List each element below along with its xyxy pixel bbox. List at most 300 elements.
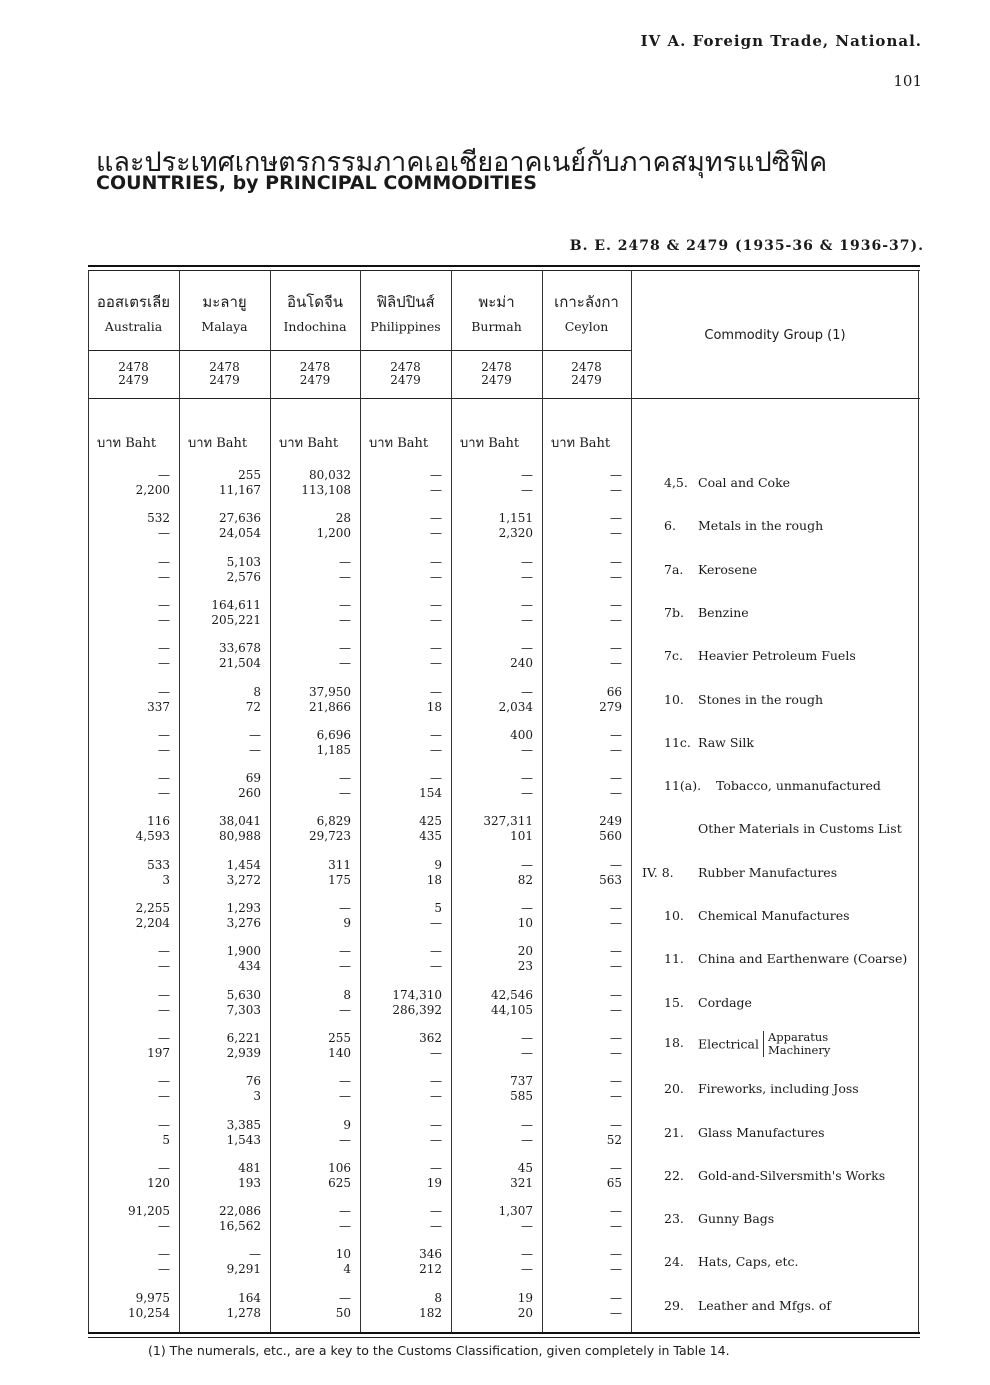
- table-cell: —: [158, 786, 170, 801]
- table-cell: 3,276: [226, 916, 261, 930]
- table-cell: 22,086: [219, 1204, 261, 1219]
- table-cell: —: [610, 511, 622, 526]
- commodity-code: 23.: [664, 1211, 684, 1227]
- table-cell: 6,221: [226, 1030, 261, 1045]
- table-cell: 533: [147, 857, 170, 872]
- table-cell: 10: [517, 916, 533, 930]
- table-cell: 6,696: [316, 727, 351, 742]
- table-cell: 113,108: [301, 483, 351, 497]
- table-cell: 4,593: [135, 829, 170, 844]
- table-cell: 182: [419, 1305, 442, 1320]
- table-cell: —: [430, 526, 442, 541]
- table-cell: 327,311: [483, 814, 533, 829]
- table-cell: —: [158, 684, 170, 699]
- table-cell: 8: [253, 684, 261, 699]
- table-cell: 1,454: [226, 857, 261, 872]
- table-cell: —: [158, 742, 170, 757]
- table-cell: 400: [510, 727, 533, 742]
- table-cell: —: [430, 656, 442, 671]
- table-cell: 1,293: [226, 901, 261, 915]
- commodity-name: Hats, Caps, etc.: [698, 1254, 799, 1270]
- col-indochina-en: Indochina: [283, 319, 347, 334]
- table-cell: —: [339, 1089, 351, 1104]
- table-cell: 80,032: [309, 468, 351, 482]
- table-cell: 19: [426, 1175, 442, 1190]
- table-cell: 3,385: [226, 1117, 261, 1132]
- table-cell: 2,204: [135, 916, 170, 930]
- table-cell: —: [158, 468, 170, 482]
- commodity-code: 22.: [664, 1167, 684, 1183]
- table-cell: —: [610, 1305, 622, 1320]
- commodity-label: [664, 562, 757, 577]
- table-cell: 321: [510, 1175, 533, 1190]
- table-cell: —: [610, 483, 622, 497]
- commodity-code: 21.: [664, 1124, 684, 1140]
- year-2478: 2478: [299, 360, 331, 374]
- table-cell: —: [339, 554, 351, 569]
- table-cell: —: [521, 786, 533, 801]
- commodity-name: Metals in the rough: [698, 518, 824, 534]
- table-cell: 1,543: [226, 1132, 261, 1147]
- unit-label: บาท Baht: [369, 436, 429, 451]
- table-cell: —: [610, 727, 622, 742]
- table-cell: —: [339, 1002, 351, 1017]
- col-divider: [631, 270, 632, 1332]
- table-cell: —: [610, 786, 622, 801]
- year-labels: [179, 361, 270, 387]
- table-cell: —: [610, 656, 622, 671]
- commodity-code: 20.: [664, 1081, 684, 1097]
- title-thai: และประเทศเกษตรกรรมภาคเอเชียอาคเนย์กับภาคสมุทรแปซิฟิค: [96, 147, 828, 178]
- commodity-name: Leather and Mfgs. of: [698, 1297, 831, 1313]
- unit-label: บาท Baht: [279, 436, 339, 451]
- table-cell: 563: [599, 872, 622, 887]
- table-cell: —: [158, 612, 170, 627]
- table-cell: —: [610, 771, 622, 786]
- table-cell: —: [158, 959, 170, 974]
- table-cell: —: [430, 1117, 442, 1132]
- table-cell: —: [430, 554, 442, 569]
- table-cell: 337: [147, 699, 170, 714]
- table-cell: 9: [434, 857, 442, 872]
- table-cell: 2,939: [226, 1045, 261, 1060]
- commodity-name: Other Materials in Customs List: [698, 821, 902, 837]
- table-cell: 8: [343, 987, 351, 1002]
- table-cell: —: [430, 597, 442, 612]
- table-cell: —: [610, 1204, 622, 1219]
- page-number: 101: [893, 72, 922, 90]
- col-burmah-en: Burmah: [471, 319, 522, 334]
- table-cell: 52: [606, 1132, 622, 1147]
- table-cell: 434: [238, 959, 261, 974]
- commodity-label: [664, 1031, 830, 1057]
- table-cell: 23: [517, 959, 533, 974]
- table-cell: 29,723: [309, 829, 351, 844]
- table-cell: —: [521, 612, 533, 627]
- table-cell: —: [521, 1117, 533, 1132]
- table-cell: 425: [419, 814, 442, 829]
- table-cell: 27,636: [219, 511, 261, 526]
- table-cell: —: [521, 684, 533, 699]
- table-cell: 101: [510, 829, 533, 844]
- unit-label: บาท Baht: [460, 436, 520, 451]
- table-cell: 737: [510, 1074, 533, 1089]
- col-divider: [451, 270, 452, 1332]
- year-2479: 2479: [299, 373, 331, 387]
- table-cell: —: [249, 1247, 261, 1262]
- table-cell: 9,975: [135, 1290, 170, 1305]
- table-cell: 9: [343, 916, 351, 930]
- table-cell: 72: [245, 699, 261, 714]
- table-cell: —: [610, 1045, 622, 1060]
- table-cell: —: [339, 656, 351, 671]
- table-cell: —: [610, 597, 622, 612]
- commodity-label: [664, 735, 754, 750]
- table-cell: 4: [343, 1262, 351, 1277]
- year-2478: 2478: [209, 360, 240, 374]
- table-cell: 154: [419, 786, 442, 801]
- table-cell: —: [521, 554, 533, 569]
- year-2478: 2478: [481, 360, 512, 374]
- table-bottom-rule-inner: [88, 1337, 920, 1338]
- table-cell: 65: [606, 1175, 622, 1190]
- table-cell: —: [610, 1117, 622, 1132]
- table-cell: —: [430, 1160, 442, 1175]
- commodity-label: [664, 908, 850, 923]
- commodity-name: Gunny Bags: [698, 1211, 775, 1227]
- table-cell: —: [158, 1160, 170, 1175]
- commodity-code: 18.: [664, 1035, 684, 1051]
- table-cell: —: [610, 1219, 622, 1234]
- commodity-name: Chemical Manufactures: [698, 908, 850, 923]
- table-cell: —: [339, 786, 351, 801]
- table-cell: —: [339, 771, 351, 786]
- commodity-name: Cordage: [698, 994, 752, 1010]
- table-cell: 28: [335, 511, 351, 526]
- commodity-label: [664, 1211, 774, 1226]
- table-cell: 50: [335, 1305, 351, 1320]
- table-cell: 33,678: [219, 641, 261, 656]
- table-cell: —: [158, 554, 170, 569]
- commodity-code: 11c.: [664, 734, 691, 750]
- table-cell: —: [610, 1247, 622, 1262]
- table-cell: —: [430, 641, 442, 656]
- footnote: (1) The numerals, etc., are a key to the Customs Classification, given completely in Table 14.: [148, 1343, 730, 1358]
- commodity-label: [664, 648, 856, 663]
- table-cell: 21,504: [219, 656, 261, 671]
- table-cell: 174,310: [392, 987, 442, 1002]
- commodity-code: 11(a).: [664, 778, 702, 794]
- table-cell: 1,278: [226, 1305, 261, 1320]
- table-cell: —: [158, 1030, 170, 1045]
- table-cell: —: [430, 569, 442, 584]
- table-cell: —: [521, 857, 533, 872]
- year-2479: 2479: [571, 373, 602, 387]
- table-cell: —: [521, 569, 533, 584]
- col-ceylon-thai: เกาะลังกา: [554, 293, 619, 311]
- table-cell: 91,205: [128, 1204, 170, 1219]
- table-cell: —: [430, 684, 442, 699]
- commodity-name: Fireworks, including Joss: [698, 1081, 859, 1097]
- year-labels: [360, 361, 451, 387]
- table-cell: —: [339, 944, 351, 959]
- table-bottom-rule: [88, 1332, 920, 1334]
- table-cell: —: [158, 641, 170, 656]
- table-cell: 435: [419, 829, 442, 844]
- table-cell: —: [158, 944, 170, 959]
- table-cell: 625: [328, 1175, 351, 1190]
- commodity-label: [664, 1168, 885, 1183]
- table-cell: 45: [517, 1160, 533, 1175]
- table-cell: —: [610, 901, 622, 915]
- table-cell: —: [610, 916, 622, 930]
- commodity-code: 6.: [664, 518, 676, 534]
- commodity-code: 10.: [664, 908, 684, 923]
- table-cell: 175: [328, 872, 351, 887]
- table-cell: —: [610, 742, 622, 757]
- table-cell: 5: [434, 901, 442, 915]
- table-cell: 11,167: [219, 483, 261, 497]
- commodity-code: 7a.: [664, 561, 684, 577]
- table-cell: —: [339, 1290, 351, 1305]
- commodity-label: [664, 995, 752, 1010]
- commodity-code: 11.: [664, 951, 684, 967]
- commodity-name: Raw Silk: [698, 734, 754, 750]
- table-cell: 532: [147, 511, 170, 526]
- table-cell: 5: [162, 1132, 170, 1147]
- table-cell: 255: [328, 1030, 351, 1045]
- table-cell: 19: [517, 1290, 533, 1305]
- table-cell: 2,255: [135, 901, 170, 915]
- table-cell: 3,272: [226, 872, 261, 887]
- table-cell: —: [158, 569, 170, 584]
- table-cell: 37,950: [309, 684, 351, 699]
- table-cell: —: [610, 526, 622, 541]
- table-cell: 9: [343, 1117, 351, 1132]
- commodity-code: IV. 8.: [642, 864, 674, 880]
- table-cell: 1,307: [498, 1204, 533, 1219]
- table-cell: —: [521, 742, 533, 757]
- table-cell: —: [610, 1074, 622, 1089]
- table-top-rule-inner: [88, 270, 920, 271]
- year-2479: 2479: [209, 373, 240, 387]
- table-cell: —: [158, 1117, 170, 1132]
- table-cell: 20: [517, 1305, 533, 1320]
- table-cell: 5,630: [226, 987, 261, 1002]
- table-cell: 9,291: [226, 1262, 261, 1277]
- table-cell: —: [521, 597, 533, 612]
- table-cell: 24,054: [219, 526, 261, 541]
- col-malaya-thai: มะลายู: [202, 293, 247, 311]
- table-cell: 21,866: [309, 699, 351, 714]
- table-cell: 7,303: [226, 1002, 261, 1017]
- table-cell: 16,562: [219, 1219, 261, 1234]
- table-cell: 164: [238, 1290, 261, 1305]
- col-burmah-thai: พะม่า: [478, 293, 515, 311]
- table-cell: —: [339, 1219, 351, 1234]
- table-cell: 1,900: [226, 944, 261, 959]
- table-cell: 1,151: [498, 511, 533, 526]
- col-philippines-thai: ฟิลิปปินส์: [376, 293, 435, 311]
- table-cell: —: [339, 641, 351, 656]
- table-cell: 106: [328, 1160, 351, 1175]
- table-cell: —: [610, 468, 622, 482]
- table-cell: —: [430, 511, 442, 526]
- table-cell: —: [610, 1089, 622, 1104]
- table-cell: —: [158, 1002, 170, 1017]
- commodity-label: [664, 951, 907, 966]
- table-cell: —: [339, 1132, 351, 1147]
- table-cell: —: [610, 1160, 622, 1175]
- commodity-code: 29.: [664, 1297, 684, 1313]
- year-2479: 2479: [481, 373, 512, 387]
- table-cell: 44,105: [491, 1002, 533, 1017]
- col-australia-en: Australia: [104, 319, 163, 334]
- table-cell: 42,546: [491, 987, 533, 1002]
- col-indochina-thai: อินโดจีน: [286, 293, 344, 311]
- table-cell: —: [158, 987, 170, 1002]
- year-labels: [542, 361, 631, 387]
- period-label: B. E. 2478 & 2479 (1935-36 & 1936-37).: [569, 238, 924, 254]
- commodity-code: 7b.: [664, 604, 684, 620]
- table-cell: 193: [238, 1175, 261, 1190]
- table-cell: —: [610, 1262, 622, 1277]
- table-cell: —: [158, 1074, 170, 1089]
- table-cell: —: [610, 987, 622, 1002]
- table-cell: 2,200: [135, 483, 170, 497]
- table-cell: —: [430, 1132, 442, 1147]
- table-cell: —: [430, 1204, 442, 1219]
- year-labels: [451, 361, 542, 387]
- table-cell: —: [158, 526, 170, 541]
- table-cell: 69: [245, 771, 261, 786]
- table-cell: 1,185: [316, 742, 351, 757]
- table-cell: —: [610, 857, 622, 872]
- table-cell: —: [610, 641, 622, 656]
- table-cell: 18: [426, 872, 442, 887]
- year-2478: 2478: [390, 360, 421, 374]
- table-cell: —: [521, 483, 533, 497]
- commodity-label: [664, 1125, 825, 1140]
- table-top-rule: [88, 265, 920, 267]
- table-cell: —: [430, 1045, 442, 1060]
- year-2479: 2479: [118, 373, 149, 387]
- commodity-name: Coal and Coke: [698, 475, 791, 490]
- table-cell: 38,041: [219, 814, 261, 829]
- table-cell: —: [521, 1030, 533, 1045]
- commodity-label: [664, 1254, 799, 1269]
- commodity-label: [664, 518, 823, 533]
- table-cell: —: [339, 1204, 351, 1219]
- table-cell: 481: [238, 1160, 261, 1175]
- table-cell: 560: [599, 829, 622, 844]
- commodity-label: [664, 821, 902, 836]
- table-cell: —: [430, 483, 442, 497]
- table-cell: —: [339, 612, 351, 627]
- commodity-name: Kerosene: [698, 561, 758, 577]
- table-cell: —: [158, 656, 170, 671]
- table-cell: 311: [328, 857, 351, 872]
- table-cell: —: [610, 612, 622, 627]
- col-ceylon-en: Ceylon: [564, 319, 609, 334]
- commodity-name: Electrical: [698, 1036, 759, 1052]
- col-divider: [179, 270, 180, 1332]
- commodity-code: 24.: [664, 1254, 684, 1270]
- col-divider: [360, 270, 361, 1332]
- col-divider: [88, 270, 89, 1332]
- table-cell: —: [610, 944, 622, 959]
- table-cell: 140: [328, 1045, 351, 1060]
- table-cell: 585: [510, 1089, 533, 1104]
- table-right-edge: [918, 270, 919, 1332]
- table-cell: 2,576: [226, 569, 261, 584]
- commodity-name: Tobacco, unmanufactured: [716, 778, 881, 794]
- table-cell: 20: [517, 944, 533, 959]
- unit-label: บาท Baht: [188, 436, 248, 451]
- table-cell: 82: [517, 872, 533, 887]
- table-cell: —: [521, 1219, 533, 1234]
- table-cell: —: [610, 1290, 622, 1305]
- col-divider: [542, 270, 543, 1332]
- unit-label: บาท Baht: [551, 436, 611, 451]
- table-cell: —: [430, 468, 442, 482]
- table-cell: —: [339, 901, 351, 915]
- table-cell: 197: [147, 1045, 170, 1060]
- commodity-label: [664, 692, 823, 707]
- table-cell: —: [521, 1045, 533, 1060]
- table-cell: —: [158, 1247, 170, 1262]
- year-labels: [88, 361, 179, 387]
- table-cell: 279: [599, 699, 622, 714]
- table-cell: —: [430, 727, 442, 742]
- table-cell: 346: [419, 1247, 442, 1262]
- table-cell: —: [158, 1219, 170, 1234]
- table-cell: —: [521, 771, 533, 786]
- commodity-name: Stones in the rough: [698, 691, 824, 707]
- commodity-code: 4,5.: [664, 475, 688, 490]
- commodity-name: Rubber Manufactures: [698, 864, 838, 880]
- table-cell: —: [610, 1030, 622, 1045]
- table-cell: 76: [245, 1074, 261, 1089]
- table-cell: —: [521, 1262, 533, 1277]
- table-cell: —: [430, 612, 442, 627]
- commodity-label: [664, 475, 790, 490]
- table-cell: —: [430, 944, 442, 959]
- commodity-group-header: Commodity Group (1): [704, 328, 846, 343]
- table-cell: —: [339, 959, 351, 974]
- table-cell: —: [249, 727, 261, 742]
- table-cell: —: [430, 959, 442, 974]
- table-cell: —: [610, 569, 622, 584]
- table-cell: —: [521, 901, 533, 915]
- table-cell: —: [430, 1074, 442, 1089]
- table-cell: —: [249, 742, 261, 757]
- table-cell: —: [430, 771, 442, 786]
- table-cell: 116: [147, 814, 170, 829]
- commodity-code: 7c.: [664, 648, 683, 664]
- table-cell: 6,829: [316, 814, 351, 829]
- table-cell: 164,611: [211, 597, 261, 612]
- commodity-name: Glass Manufactures: [698, 1124, 825, 1140]
- col-australia-thai: ออสเตรเลีย: [96, 293, 171, 311]
- header-bottom-rule: [88, 398, 920, 399]
- table-cell: 2,034: [498, 699, 533, 714]
- table-cell: —: [610, 554, 622, 569]
- table-cell: 2,320: [498, 526, 533, 541]
- commodity-label: [642, 865, 837, 880]
- table-cell: —: [430, 1089, 442, 1104]
- commodity-subitem: Apparatus: [767, 1029, 829, 1044]
